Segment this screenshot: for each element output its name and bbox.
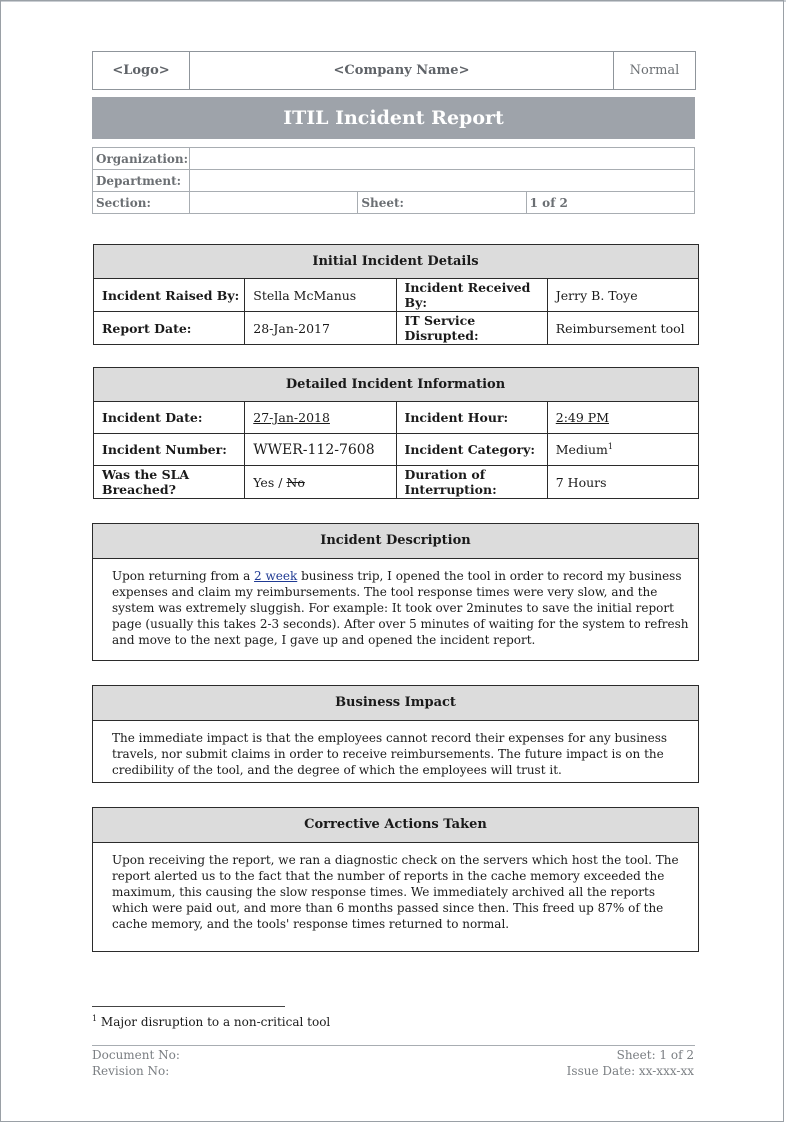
footnote-ref: 1 (607, 441, 613, 451)
duration-value: 7 Hours (547, 466, 698, 499)
corrective-actions-text: Upon receiving the report, we ran a diagnostic check on the servers which host the tool. The report alerted us to the fact that the number of reports in the cache memory exceeded the maximum, this causing the slow response times. We immediately archived all the reports which were paid out, and more than 6 months passed since then. This freed up 87% of the cache memory, and the tools' response times returned to normal. (112, 853, 679, 931)
sheet-value: 1 of 2 (526, 192, 694, 214)
incident-date-label: Incident Date: (94, 402, 245, 434)
revision-number-label: Revision No: (92, 1064, 170, 1078)
sla-yes: Yes / (253, 474, 287, 490)
footnote (92, 1014, 330, 1029)
section-label: Section: (93, 192, 190, 214)
incident-description-text (93, 559, 698, 648)
received-by-label: Incident Received By: (396, 279, 547, 312)
description-text-pre: Upon returning from a (112, 569, 255, 583)
incident-category-label: Incident Category: (396, 434, 547, 466)
detailed-info-table (93, 367, 699, 499)
incident-hour-label: Incident Hour: (396, 402, 547, 434)
sla-label: Was the SLA Breached? (94, 466, 245, 499)
style-label: Normal (614, 52, 696, 90)
service-label: IT Service Disrupted: (396, 312, 547, 345)
footer-issue-date: Issue Date: xx-xxx-xx (566, 1064, 694, 1078)
footnote-mark: 1 (92, 1014, 98, 1023)
business-impact-heading: Business Impact (93, 686, 698, 721)
corrective-actions-heading: Corrective Actions Taken (93, 808, 698, 843)
document-header (92, 51, 696, 90)
category-text: Medium (555, 442, 608, 458)
duration-label: Duration of Interruption: (396, 466, 547, 499)
company-name: <Company Name> (190, 52, 614, 90)
footnote-separator (92, 1006, 285, 1007)
raised-by-value: Stella McManus (245, 279, 396, 312)
business-impact-text: The immediate impact is that the employees cannot record their expenses for any business travels, nor submit claims in order to receive reimbursements. The future impact is on the credibility of the tool, and the degree of which the employees will trust it. (112, 731, 668, 777)
sla-value (245, 466, 396, 499)
business-impact-section (92, 685, 699, 783)
incident-date-value: 27-Jan-2018 (245, 402, 396, 434)
description-link: 2 week (254, 569, 298, 583)
logo-placeholder: <Logo> (93, 52, 190, 90)
initial-details-heading: Initial Incident Details (94, 245, 699, 279)
sla-no: No (286, 474, 305, 490)
initial-details-table (93, 244, 699, 345)
footnote-text: Major disruption to a non-critical tool (97, 1015, 331, 1029)
footer-sheet: Sheet: 1 of 2 (616, 1048, 694, 1062)
incident-description-heading: Incident Description (93, 524, 698, 559)
description-text-post: business trip, I opened the tool in order to record my business expenses and claim my reimbursements. The tool response times were very slow, and the system was extremely sluggish. For example: It took over 2minutes to save the initial report page (usually this takes 2-3 seconds). After over 5 minutes of waiting for the system to refresh and move to the next page, I gave up and opened the incident report. (112, 569, 689, 647)
sheet-label: Sheet: (358, 192, 526, 214)
department-field[interactable] (190, 170, 695, 192)
received-by-value: Jerry B. Toye (547, 279, 698, 312)
incident-description-section (92, 523, 699, 661)
incident-hour-value: 2:49 PM (547, 402, 698, 434)
page-title: ITIL Incident Report (92, 97, 695, 139)
organization-field[interactable] (190, 148, 695, 170)
incident-category-value (547, 434, 698, 466)
raised-by-label: Incident Raised By: (94, 279, 245, 312)
organization-table (92, 147, 695, 214)
incident-number-label: Incident Number: (94, 434, 245, 466)
report-date-value: 28-Jan-2017 (245, 312, 396, 345)
detailed-info-heading: Detailed Incident Information (94, 368, 699, 402)
department-label: Department: (93, 170, 190, 192)
organization-label: Organization: (93, 148, 190, 170)
document-number-label: Document No: (92, 1048, 180, 1062)
footer-rule (92, 1045, 695, 1046)
corrective-actions-section (92, 807, 699, 952)
service-value: Reimbursement tool (547, 312, 698, 345)
section-field[interactable] (190, 192, 358, 214)
incident-number-value: WWER-112-7608 (245, 434, 396, 466)
report-date-label: Report Date: (94, 312, 245, 345)
